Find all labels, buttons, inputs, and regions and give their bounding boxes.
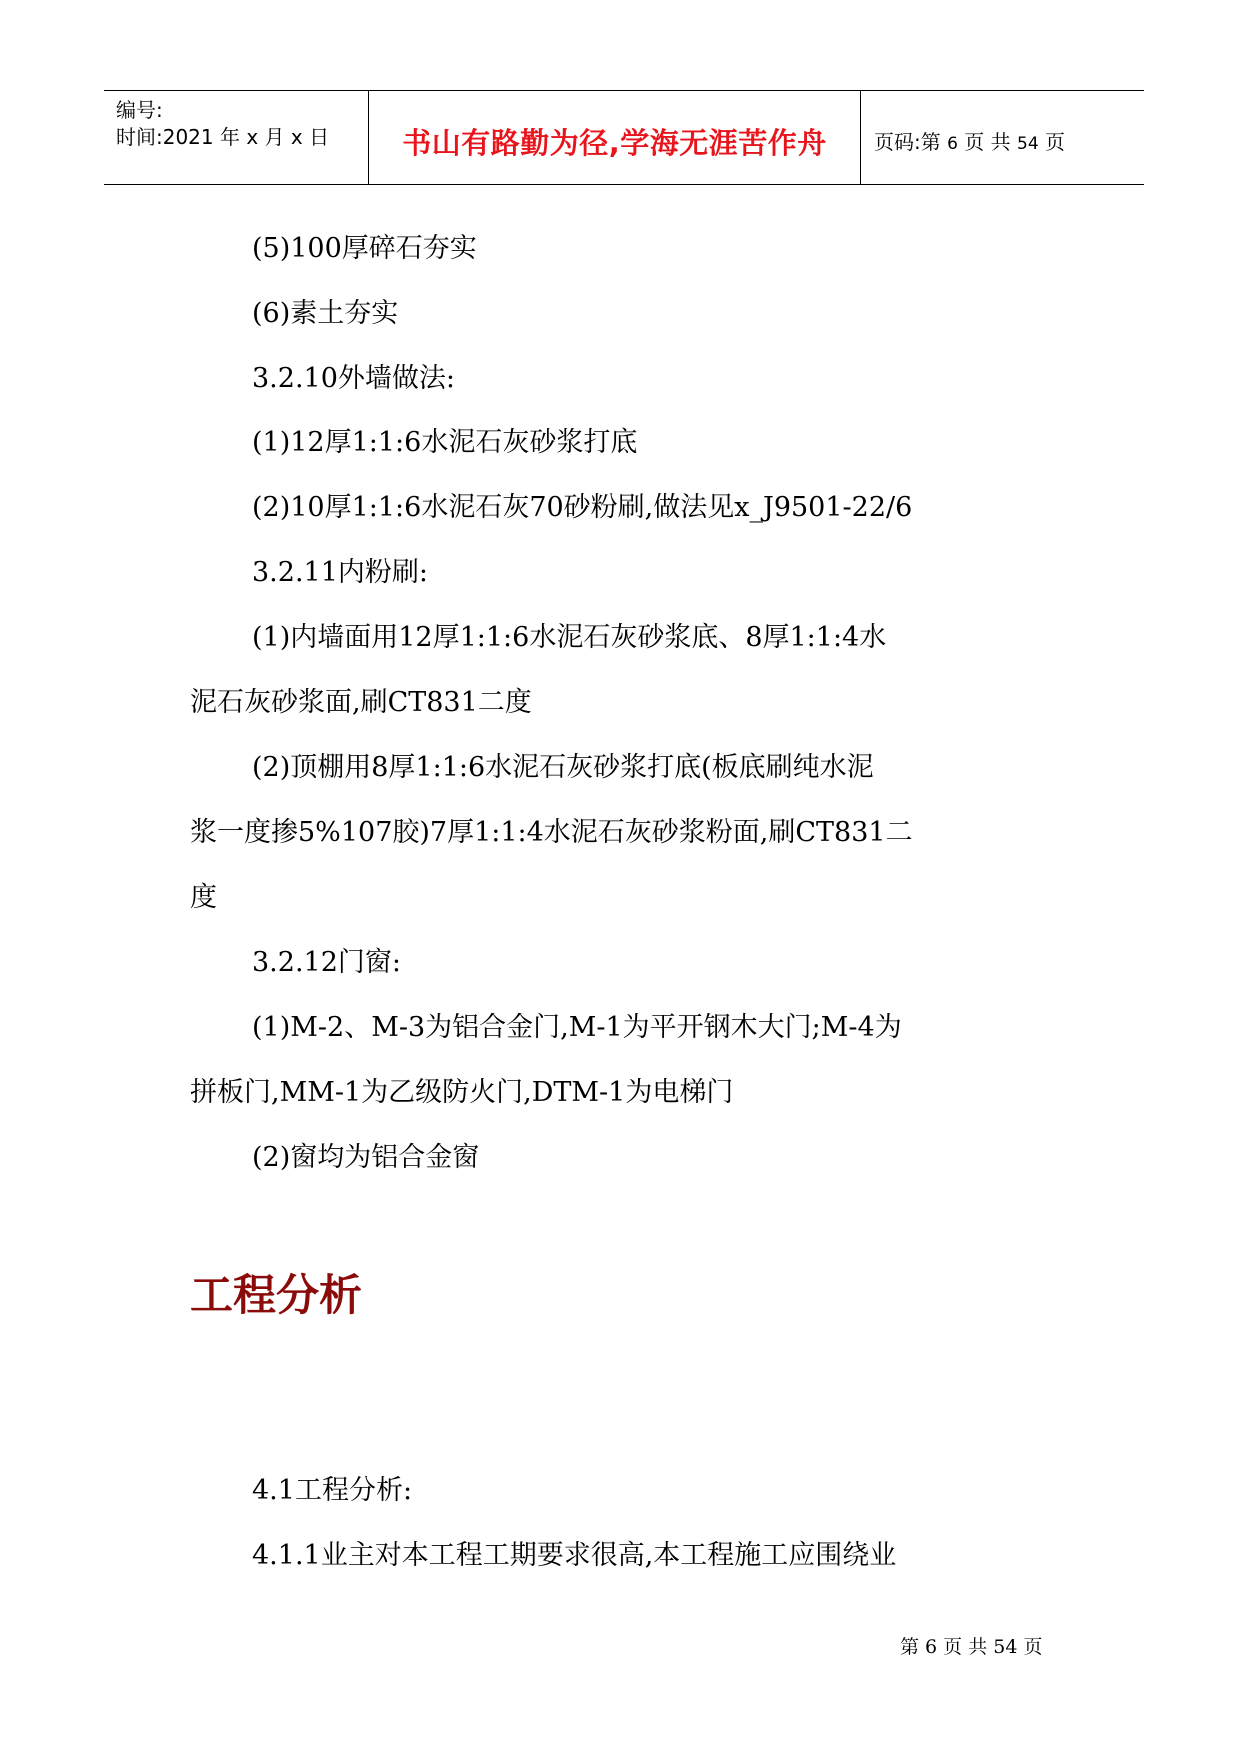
paragraph-line: 4.1.1业主对本工程工期要求很高,本工程施工应围绕业	[252, 1540, 897, 1571]
page-prefix: 页码:第	[874, 130, 941, 154]
paragraph-line: (1)M-2、M-3为铝合金门,M-1为平开钢木大门;M-4为	[252, 1012, 902, 1043]
paragraph-line: 度	[190, 882, 217, 913]
page-footer: 第 6 页 共 54 页	[900, 1636, 1043, 1658]
section-heading: 工程分析	[190, 1271, 362, 1321]
paragraph-line: (1)12厚1:1:6水泥石灰砂浆打底	[252, 427, 638, 458]
header-divider	[860, 91, 861, 184]
paragraph-line: 泥石灰砂浆面,刷CT831二度	[190, 687, 532, 718]
serial-number-label: 编号:	[116, 98, 163, 122]
header-page-number	[874, 126, 1065, 155]
paragraph-line: (2)10厚1:1:6水泥石灰70砂粉刷,做法见x_J9501-22/6	[252, 492, 913, 523]
paragraph-line: (1)内墙面用12厚1:1:6水泥石灰砂浆底、8厚1:1:4水	[252, 622, 887, 653]
page-suffix: 页	[1045, 130, 1066, 154]
paragraph-line: (5)100厚碎石夯实	[252, 233, 477, 264]
header-motto: 书山有路勤为径,学海无涯苦作舟	[402, 126, 827, 160]
page-mid: 页 共	[964, 130, 1011, 154]
paragraph-line: (6)素土夯实	[252, 298, 399, 329]
paragraph-line: 3.2.12门窗:	[252, 947, 401, 978]
page-current: 6	[947, 134, 958, 154]
paragraph-line: (2)窗均为铝合金窗	[252, 1142, 480, 1173]
paragraph-line: 浆一度掺5%107胶)7厚1:1:4水泥石灰砂浆粉面,刷CT831二	[190, 817, 913, 848]
paragraph-line: (2)顶棚用8厚1:1:6水泥石灰砂浆打底(板底刷纯水泥	[252, 752, 874, 783]
date-label: 时间:2021 年 x 月 x 日	[116, 125, 330, 149]
page-header	[104, 90, 1144, 185]
paragraph-line: 拼板门,MM-1为乙级防火门,DTM-1为电梯门	[190, 1077, 734, 1108]
header-meta	[116, 91, 368, 184]
paragraph-line: 3.2.11内粉刷:	[252, 557, 428, 588]
paragraph-line: 4.1工程分析:	[252, 1475, 413, 1506]
page-total: 54	[1017, 134, 1039, 154]
paragraph-line: 3.2.10外墙做法:	[252, 363, 455, 394]
